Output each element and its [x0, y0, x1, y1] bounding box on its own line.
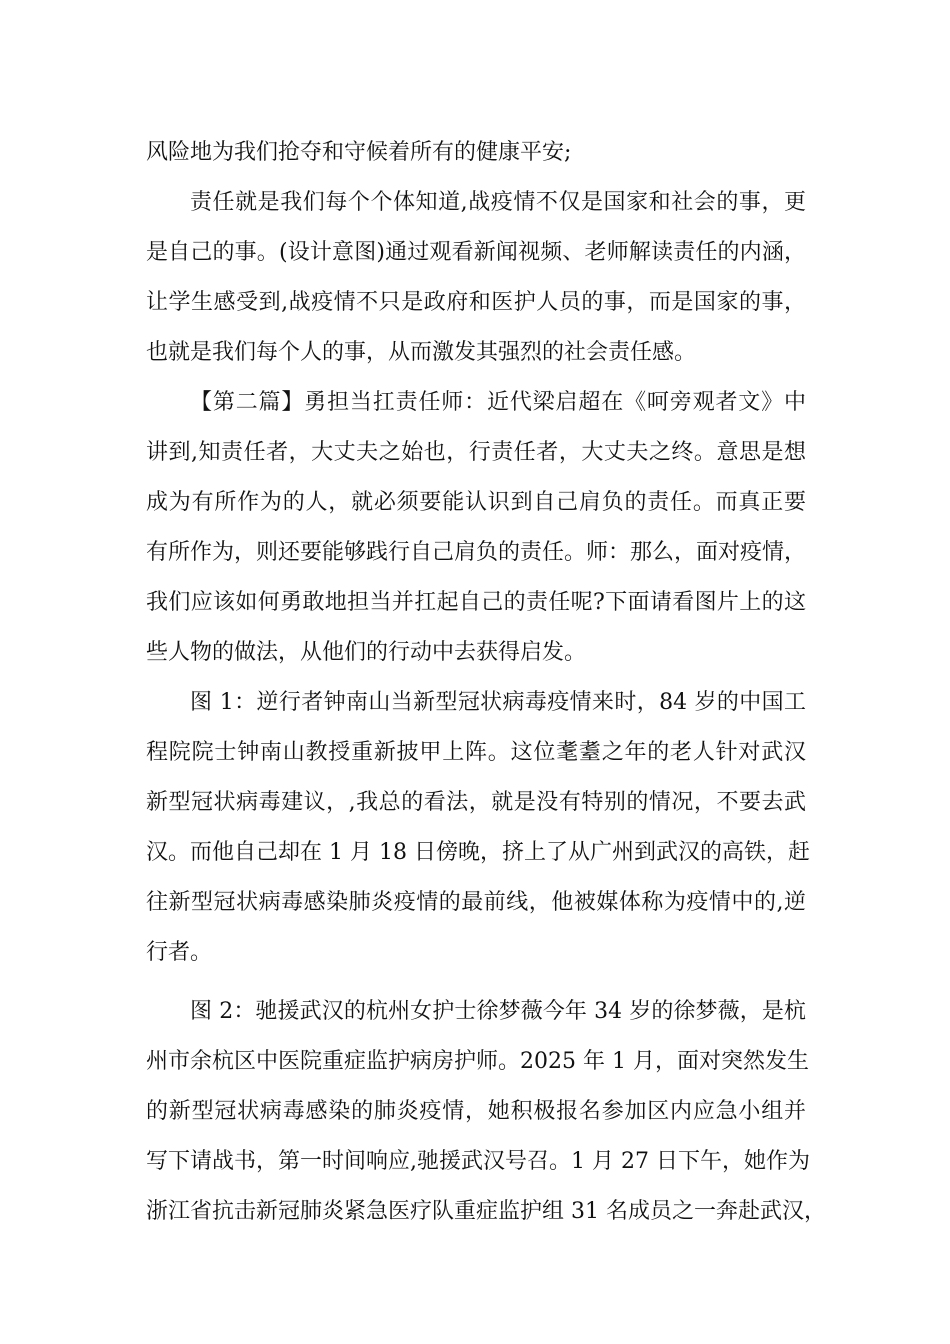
text-line: 有所作为，则还要能够践行自己肩负的责任。师：那么，面对疫情， [146, 540, 807, 565]
text-line: 浙江省抗击新冠肺炎紧急医疗队重症监护组 31 名成员之一奔赴武汉， [146, 1199, 826, 1224]
text-line: 让学生感受到,战疫情不只是政府和医护人员的事，而是国家的事， [146, 290, 806, 315]
text-line: 是自己的事。(设计意图)通过观看新闻视频、老师解读责任的内涵， [146, 240, 806, 265]
text-line: 图 2：驰援武汉的杭州女护士徐梦薇今年 34 岁的徐梦薇，是杭 [190, 999, 806, 1024]
text-line: 【第二篇】勇担当扛责任师：近代梁启超在《呵旁观者文》中 [190, 390, 806, 415]
text-line: 风险地为我们抢夺和守候着所有的健康平安; [146, 140, 572, 165]
text-line: 州市余杭区中医院重症监护病房护师。2025 年 1 月，面对突然发生 [146, 1049, 809, 1074]
text-line: 程院院士钟南山教授重新披甲上阵。这位耄耋之年的老人针对武汉 [146, 740, 806, 765]
text-line: 行者。 [146, 940, 213, 965]
text-line: 图 1：逆行者钟南山当新型冠状病毒疫情来时，84 岁的中国工 [190, 690, 806, 715]
text-line: 我们应该如何勇敢地担当并扛起自己的责任呢?下面请看图片上的这 [146, 590, 806, 615]
text-line: 成为有所作为的人，就必须要能认识到自己肩负的责任。而真正要 [146, 490, 806, 515]
text-line: 汉。而他自己却在 1 月 18 日傍晚，挤上了从广州到武汉的高铁，赶 [146, 840, 810, 865]
text-line: 往新型冠状病毒感染肺炎疫情的最前线，他被媒体称为疫情中的,逆 [146, 890, 806, 915]
text-line: 写下请战书，第一时间响应,驰援武汉号召。1 月 27 日下午，她作为 [146, 1149, 810, 1174]
text-line: 讲到,知责任者，大丈夫之始也，行责任者，大丈夫之终。意思是想 [146, 440, 806, 465]
text-line: 些人物的做法，从他们的行动中去获得启发。 [146, 640, 587, 665]
document-body [146, 128, 826, 1237]
text-line: 新型冠状病毒建议，,我总的看法，就是没有特别的情况，不要去武 [146, 790, 806, 815]
text-line: 也就是我们每个人的事，从而激发其强烈的社会责任感。 [146, 340, 697, 365]
text-line: 责任就是我们每个个体知道,战疫情不仅是国家和社会的事，更 [190, 190, 806, 215]
text-line: 的新型冠状病毒感染的肺炎疫情，她积极报名参加区内应急小组并 [146, 1099, 806, 1124]
